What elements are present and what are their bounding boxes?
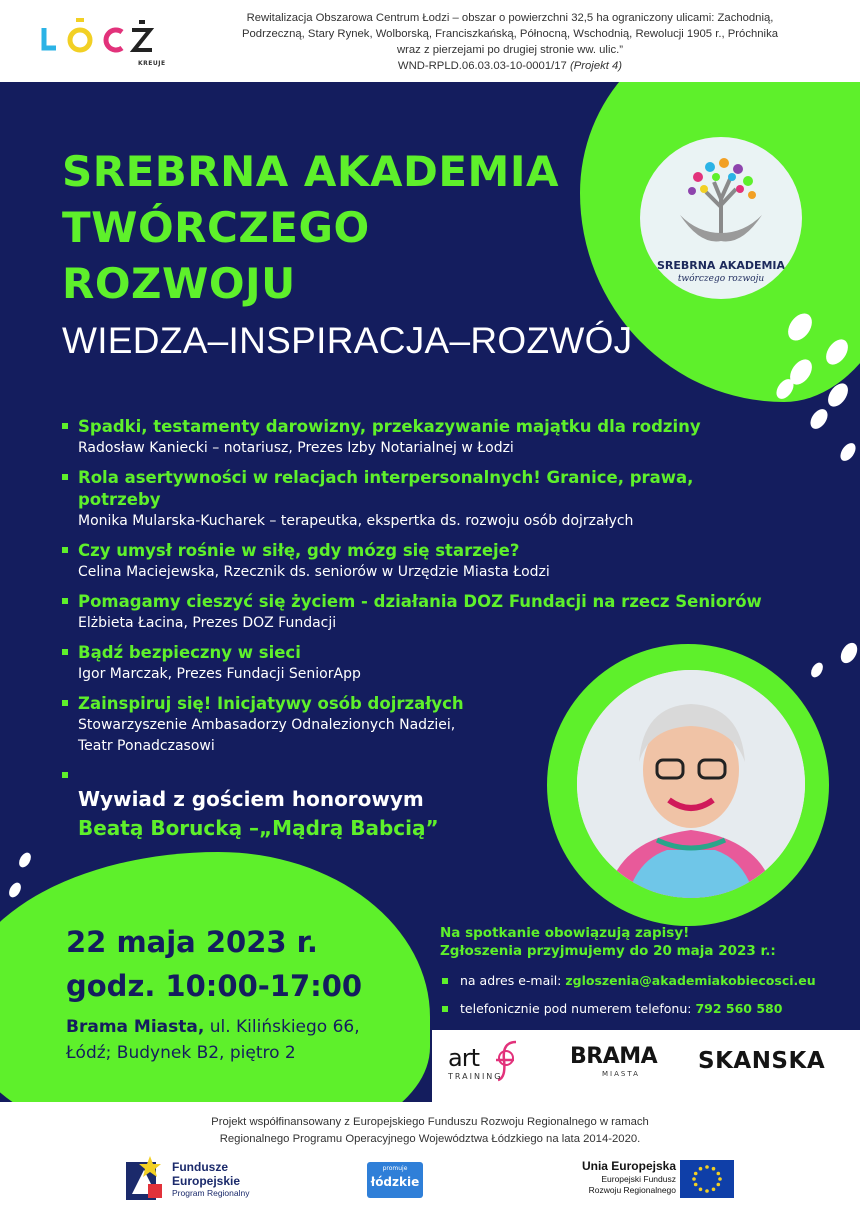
fe-text	[172, 1160, 240, 1188]
registration-heading2: Zgłoszenia przyjmujemy do 20 maja 2023 r.:	[440, 943, 776, 959]
artof-text: art	[448, 1044, 479, 1072]
logo-subtitle: twórczego rozwoju	[677, 274, 765, 284]
poster-title	[62, 144, 559, 312]
skanska-logo: SKANSKA	[698, 1048, 826, 1074]
ue-text	[566, 1158, 676, 1196]
logo-title: SREBRNA AKADEMIA	[656, 259, 786, 272]
brama-sub: MIASTA	[602, 1070, 640, 1078]
interview-line2: Beatą Borucką –„Mądrą Babcią”	[78, 816, 439, 840]
registration-phone-row	[440, 1001, 816, 1016]
brama-text: BRAMA	[570, 1044, 658, 1069]
ue-line2: Europejski Fundusz	[601, 1174, 676, 1184]
academy-logo	[640, 137, 802, 299]
eu-stars-icon	[680, 1160, 734, 1198]
header-line: wraz z pierzejami po drugiej stronie ww. ulic.”	[396, 44, 624, 56]
agenda-topic: Pomagamy cieszyć się życiem - działania DOZ Fundacji na rzecz Seniorów	[78, 592, 762, 611]
decorative-petal	[809, 661, 826, 680]
bullet-icon	[62, 772, 68, 778]
agenda-item	[62, 540, 762, 583]
registration-heading1: Na spotkanie obowiązują zapisy!	[440, 925, 690, 941]
guest-photo-frame	[547, 644, 829, 926]
event-address1: ul. Kilińskiego 66,	[204, 1017, 360, 1037]
bullet-icon	[62, 423, 68, 429]
ue-line3: Rozwoju Regionalnego	[588, 1185, 676, 1195]
header-line: Rewitalizacja Obszarowa Centrum Łodzi – obszar o powierzchni 32,5 ha ograniczony ulicami: Zachodnią,	[246, 12, 774, 24]
agenda-item	[62, 591, 762, 634]
decorative-petal	[807, 406, 831, 432]
fe-line3: Program Regionalny	[172, 1188, 250, 1198]
event-address2: Łódź; Budynek B2, piętro 2	[66, 1043, 296, 1063]
fundusze-europejskie-logo	[124, 1154, 284, 1206]
email-link[interactable]: zgloszenia@akademiakobiecosci.eu	[565, 973, 816, 988]
agenda-speaker: Monika Mularska-Kucharek – terapeutka, ekspertka ds. rozwoju osób dojrzałych	[78, 513, 634, 529]
event-date: 22 maja 2023 r.	[66, 925, 318, 959]
agenda-topic: Rola asertywności w relacjach interpersonalnych! Granice, prawa, potrzeby	[78, 468, 694, 509]
agenda-speaker: Igor Marczak, Prezes Fundacji SeniorApp	[78, 666, 361, 682]
decorative-petal	[837, 640, 860, 666]
decorative-petal	[7, 881, 24, 900]
agenda-topic: Czy umysł rośnie w siłę, gdy mózg się starzeje?	[78, 541, 520, 560]
agenda-speaker: Teatr Ponadczasowi	[78, 738, 215, 754]
header-line: Podrzeczną, Stary Rynek, Wolborską, Franciszkańską, Północną, Wschodnią, Rewolucji 1905 r., Próchnika	[241, 28, 778, 40]
bullet-icon	[62, 547, 68, 553]
decorative-petal	[17, 851, 34, 870]
bullet-icon	[442, 978, 448, 984]
phone-link[interactable]: 792 560 580	[695, 1001, 783, 1016]
header	[0, 0, 860, 82]
bullet-icon	[62, 474, 68, 480]
header-code-line	[200, 58, 820, 74]
agenda-speaker: Celina Maciejewska, Rzecznik ds. seniorów w Urzędzie Miasta Łodzi	[78, 564, 550, 580]
interview-line1: Wywiad z gościem honorowym	[78, 787, 424, 811]
title-line: ROZWOJU	[62, 259, 296, 308]
header-code: WND-RPLD.06.03.03-10-0001/17	[397, 60, 567, 72]
event-datetime	[66, 920, 362, 1008]
lodz-logo	[40, 14, 166, 70]
decorative-petal	[837, 440, 858, 463]
poster	[0, 82, 860, 1102]
ue-line1: Unia Europejska	[581, 1159, 676, 1173]
event-time: godz. 10:00-17:00	[66, 969, 363, 1003]
lodzkie-logo	[367, 1162, 423, 1198]
footer-text	[120, 1114, 740, 1148]
agenda-speaker: Radosław Kaniecki – notariusz, Prezes Izby Notarialnej w Łodzi	[78, 440, 514, 456]
agenda-item	[62, 467, 722, 532]
interview	[78, 785, 439, 843]
registration-email-row	[440, 973, 816, 988]
eu-flag-icon	[680, 1160, 734, 1198]
agenda-item	[62, 416, 762, 459]
guest-photo	[577, 670, 805, 898]
footer-line2: Regionalnego Programu Operacyjnego Województwa Łódzkiego na lata 2014-2020.	[219, 1133, 641, 1145]
title-line: TWÓRCZEGO	[62, 203, 370, 252]
artof-sub: TRAINING	[448, 1072, 503, 1081]
registration	[440, 924, 816, 1016]
fe-line2: Europejskie	[172, 1174, 241, 1188]
bullet-icon	[62, 700, 68, 706]
title-line: SREBRNA AKADEMIA	[62, 147, 559, 196]
phone-label: telefonicznie pod numerem telefonu:	[460, 1001, 696, 1016]
lodzkie-line2: łódzkie	[370, 1175, 420, 1189]
bullet-icon	[62, 649, 68, 655]
agenda-speaker: Elżbieta Łacina, Prezes DOZ Fundacji	[78, 615, 337, 631]
fe-line1: Fundusze	[172, 1160, 228, 1174]
guest-portrait-icon	[577, 670, 805, 898]
agenda-topic: Spadki, testamenty darowizny, przekazywanie majątku dla rodziny	[78, 417, 701, 436]
email-label: na adres e-mail:	[460, 973, 566, 988]
event-place-line1	[66, 1014, 406, 1040]
header-project: (Projekt 4)	[569, 60, 623, 72]
lodzkie-line1: promuje	[382, 1165, 408, 1172]
event-place	[66, 1014, 406, 1066]
bullet-icon	[62, 598, 68, 604]
event-venue: Brama Miasta,	[66, 1017, 205, 1037]
logo-sub: KREUJE	[138, 60, 166, 67]
footer-line1: Projekt współfinansowany z Europejskiego Funduszu Rozwoju Regionalnego w ramach	[211, 1116, 649, 1128]
brama-logo	[570, 1044, 658, 1078]
artof-logo	[448, 1044, 503, 1081]
poster-subtitle: WIEDZA–INSPIRACJA–ROZWÓJ	[62, 320, 633, 361]
agenda-topic: Bądź bezpieczny w sieci	[78, 643, 301, 662]
footer	[0, 1102, 860, 1214]
sponsor-logos	[432, 1030, 860, 1102]
agenda-topic: Zainspiruj się! Inicjatywy osób dojrzałych	[78, 694, 464, 713]
header-text	[200, 10, 820, 74]
bullet-icon	[442, 1006, 448, 1012]
agenda-speaker: Stowarzyszenie Ambasadorzy Odnalezionych Nadziei,	[78, 717, 456, 733]
fe-star-icon	[124, 1154, 168, 1202]
